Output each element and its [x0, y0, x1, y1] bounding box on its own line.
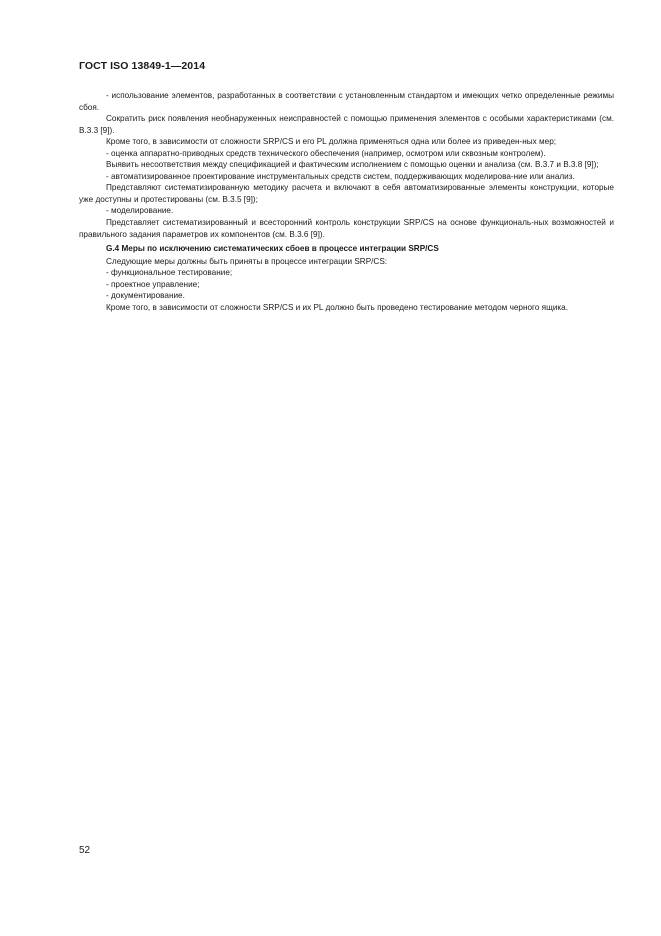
paragraph-integration-measures: Следующие меры должны быть приняты в процессе интеграции SRP/CS: — [106, 256, 388, 266]
list-item-project-management: - проектное управление; — [106, 279, 200, 289]
paragraph-reduce-risk: Сократить риск появления необнаруженных неисправностей с помощью применения элементов с особыми характеристиками (см. В.3.3 [9]). — [79, 114, 614, 135]
paragraph-design-review: Представляет систематизированный и всесторонний контроль конструкции SRP/CS на основе функциональ-ных возможностей и правильного задания параметров их компонентов (см. В.3.6 [9]). — [79, 218, 614, 239]
paragraph-element-usage: - использование элементов, разработанных в соответствии с установленным стандартом и имеющих четко определенные режимы сбоя. — [79, 91, 614, 112]
paragraph-additional-measures: Кроме того, в зависимости от сложности SRP/CS и его PL должна применяться одна или более из приведен-ных мер; — [106, 137, 557, 147]
paragraph-cad-tools: - автоматизированное проектирование инструментальных средств систем, поддерживающих моделирова-ние или анализ. — [106, 171, 575, 181]
paragraph-simulation: - моделирование. — [106, 206, 174, 216]
list-item-functional-testing: - функциональное тестирование; — [106, 268, 233, 278]
paragraph-detect-inconsistencies: Выявить несоответствия между спецификацией и фактическим исполнением с помощью оценки и анализа (см. В.3.7 и В.3.8 [9]); — [106, 160, 599, 170]
document-header: ГОСТ ISO 13849-1—2014 — [79, 60, 206, 72]
paragraph-black-box-testing: Кроме того, в зависимости от сложности SRP/CS и их PL должно быть проведено тестирование методом черного ящика. — [106, 302, 568, 312]
list-item-documentation: - документирование. — [106, 291, 185, 301]
page-number: 52 — [79, 845, 91, 856]
paragraph-systematic-method: Представляют систематизированную методику расчета и включают в себя автоматизированные элементы конструкции, которые уже доступны и протестированы (см. В.3.5 [9]); — [79, 183, 614, 204]
document-body — [79, 90, 614, 313]
section-heading-g4: G.4 Меры по исключению систематических сбоев в процессе интеграции SRP/CS — [106, 244, 439, 254]
paragraph-hardware-evaluation: - оценка аппаратно-приводных средств технического обеспечения (например, осмотром или сквозным контролем). — [106, 148, 546, 158]
